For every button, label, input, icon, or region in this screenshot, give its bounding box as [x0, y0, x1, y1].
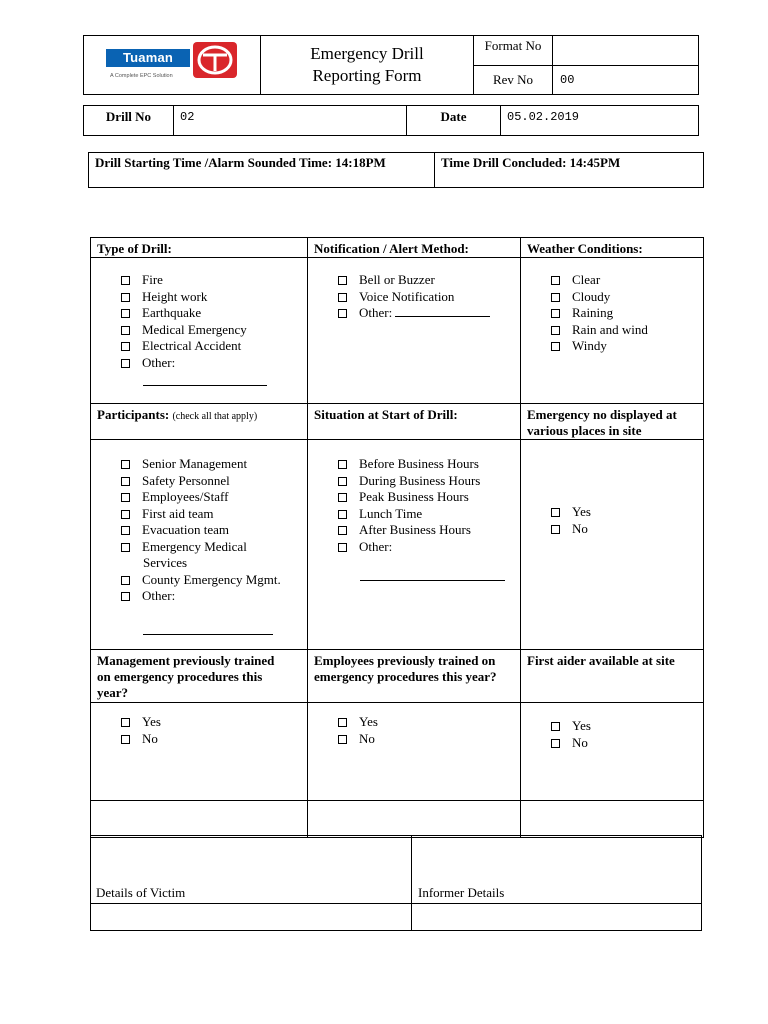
checkbox-icon[interactable]: [338, 510, 347, 519]
checkbox-icon[interactable]: [121, 718, 130, 727]
victim-informer-table: [90, 835, 702, 931]
form-header: [83, 35, 699, 95]
blank-cell-3[interactable]: [521, 801, 704, 838]
checkbox-other-participants[interactable]: Other:: [121, 588, 307, 605]
date-label: Date: [407, 106, 501, 136]
checkbox-first-aid-team[interactable]: First aid team: [121, 506, 307, 523]
checkbox-first-aider-yes[interactable]: Yes: [551, 718, 703, 735]
emergency-medical-continued: Services: [143, 555, 188, 570]
informer-details-label: Informer Details: [412, 836, 702, 904]
checkbox-icon[interactable]: [338, 735, 347, 744]
checkbox-electrical-accident[interactable]: Electrical Accident: [121, 338, 307, 355]
first-aider-heading: First aider available at site: [521, 650, 704, 703]
victim-details-label: Details of Victim: [91, 836, 412, 904]
checkbox-cloudy[interactable]: Cloudy: [551, 289, 703, 306]
checkbox-windy[interactable]: Windy: [551, 338, 703, 355]
checkbox-safety-personnel[interactable]: Safety Personnel: [121, 473, 307, 490]
checkbox-icon[interactable]: [338, 493, 347, 502]
checkbox-fire[interactable]: Fire: [121, 272, 307, 289]
management-trained-heading: Management previously trained on emergency procedures this year?: [91, 650, 308, 703]
checkbox-emergency-medical[interactable]: Emergency Medical: [121, 539, 307, 556]
logo-cell: [84, 36, 261, 95]
checkbox-icon[interactable]: [551, 276, 560, 285]
checkbox-other-notification[interactable]: Other:: [338, 305, 520, 322]
checkbox-senior-management[interactable]: Senior Management: [121, 456, 307, 473]
checkbox-after-business-hours[interactable]: After Business Hours: [338, 522, 520, 539]
checkbox-raining[interactable]: Raining: [551, 305, 703, 322]
checkbox-icon[interactable]: [338, 477, 347, 486]
checkbox-icon[interactable]: [121, 592, 130, 601]
drill-time-table: [88, 152, 704, 188]
checkbox-icon[interactable]: [551, 722, 560, 731]
checkbox-voice-notification[interactable]: Voice Notification: [338, 289, 520, 306]
checkbox-icon[interactable]: [551, 326, 560, 335]
rev-no-label: Rev No: [474, 65, 553, 95]
checkbox-management-no[interactable]: No: [121, 731, 307, 748]
employees-trained-options: [308, 703, 521, 801]
checkbox-icon[interactable]: [551, 739, 560, 748]
checkbox-icon[interactable]: [551, 342, 560, 351]
checkbox-rain-wind[interactable]: Rain and wind: [551, 322, 703, 339]
checkbox-medical-emergency[interactable]: Medical Emergency: [121, 322, 307, 339]
checkbox-icon[interactable]: [338, 526, 347, 535]
checkbox-icon[interactable]: [121, 576, 130, 585]
checkbox-bell-buzzer[interactable]: Bell or Buzzer: [338, 272, 520, 289]
type-of-drill-heading: Type of Drill:: [91, 238, 308, 258]
company-logo-icon: [192, 41, 238, 79]
checkbox-evacuation-team[interactable]: Evacuation team: [121, 522, 307, 539]
checkbox-emergency-no-yes[interactable]: Yes: [551, 504, 703, 521]
checkbox-height-work[interactable]: Height work: [121, 289, 307, 306]
type-of-drill-options: [91, 258, 308, 404]
checkbox-icon[interactable]: [338, 276, 347, 285]
other-participants-line[interactable]: [121, 605, 307, 640]
checkbox-emergency-no-no[interactable]: No: [551, 521, 703, 538]
participants-note: (check all that apply): [172, 411, 258, 422]
checkbox-clear[interactable]: Clear: [551, 272, 703, 289]
format-no-label: Format No: [474, 36, 553, 66]
checkbox-other-situation[interactable]: Other:: [338, 539, 520, 556]
form-title-line1: Emergency Drill: [310, 44, 424, 63]
employees-trained-heading: Employees previously trained on emergency procedures this year?: [308, 650, 521, 703]
checkbox-icon[interactable]: [121, 493, 130, 502]
notification-options: [308, 258, 521, 404]
checkbox-icon[interactable]: [551, 508, 560, 517]
checkbox-first-aider-no[interactable]: No: [551, 735, 703, 752]
drill-details-table: [90, 237, 704, 838]
checkbox-icon[interactable]: [121, 526, 130, 535]
checkbox-icon[interactable]: [338, 293, 347, 302]
checkbox-icon[interactable]: [338, 718, 347, 727]
emergency-no-options: [521, 440, 704, 650]
checkbox-icon[interactable]: [551, 525, 560, 534]
checkbox-management-yes[interactable]: Yes: [121, 714, 307, 731]
other-drill-line[interactable]: [121, 371, 307, 391]
date-field[interactable]: 05.02.2019: [501, 106, 699, 136]
checkbox-icon[interactable]: [121, 510, 130, 519]
checkbox-lunch-time[interactable]: Lunch Time: [338, 506, 520, 523]
checkbox-icon[interactable]: [121, 543, 130, 552]
weather-heading: Weather Conditions:: [521, 238, 704, 258]
checkbox-employees-yes[interactable]: Yes: [338, 714, 520, 731]
checkbox-icon[interactable]: [121, 276, 130, 285]
first-aider-options: [521, 703, 704, 801]
checkbox-during-business-hours[interactable]: During Business Hours: [338, 473, 520, 490]
checkbox-icon[interactable]: [551, 293, 560, 302]
situation-heading: Situation at Start of Drill:: [308, 404, 521, 440]
weather-options: [521, 258, 704, 404]
participants-heading: Participants: (check all that apply): [91, 404, 308, 440]
form-title-cell: [261, 36, 474, 95]
checkbox-employees-no[interactable]: No: [338, 731, 520, 748]
checkbox-icon[interactable]: [121, 309, 130, 318]
checkbox-earthquake[interactable]: Earthquake: [121, 305, 307, 322]
checkbox-icon[interactable]: [121, 477, 130, 486]
drill-info-table: [83, 105, 699, 136]
checkbox-icon[interactable]: [121, 359, 130, 368]
format-no-field[interactable]: [553, 36, 699, 66]
other-notification-line[interactable]: [395, 316, 490, 317]
informer-details-field[interactable]: [412, 904, 702, 931]
checkbox-icon[interactable]: [121, 326, 130, 335]
checkbox-before-business-hours[interactable]: Before Business Hours: [338, 456, 520, 473]
rev-no-field[interactable]: 00: [553, 65, 699, 95]
drill-no-label: Drill No: [84, 106, 174, 136]
other-situation-line[interactable]: [338, 555, 520, 586]
management-trained-options: [91, 703, 308, 801]
checkbox-employees-staff[interactable]: Employees/Staff: [121, 489, 307, 506]
drill-end-time[interactable]: Time Drill Concluded: 14:45PM: [435, 153, 704, 188]
checkbox-icon[interactable]: [338, 309, 347, 318]
company-logo-text: Tuaman: [106, 49, 190, 67]
checkbox-icon[interactable]: [121, 735, 130, 744]
checkbox-icon[interactable]: [338, 460, 347, 469]
emergency-no-heading: Emergency no displayed at various places in site: [521, 404, 704, 440]
victim-details-field[interactable]: [91, 904, 412, 931]
checkbox-peak-business-hours[interactable]: Peak Business Hours: [338, 489, 520, 506]
participants-options: [91, 440, 308, 650]
blank-cell-1[interactable]: [91, 801, 308, 838]
checkbox-icon[interactable]: [551, 309, 560, 318]
checkbox-county-emergency[interactable]: County Emergency Mgmt.: [121, 572, 307, 589]
checkbox-icon[interactable]: [338, 543, 347, 552]
drill-no-field[interactable]: 02: [174, 106, 407, 136]
checkbox-icon[interactable]: [121, 293, 130, 302]
notification-heading: Notification / Alert Method:: [308, 238, 521, 258]
drill-start-time[interactable]: Drill Starting Time /Alarm Sounded Time: 14:18PM: [89, 153, 435, 188]
company-tagline: A Complete EPC Solution: [110, 73, 173, 79]
checkbox-icon[interactable]: [121, 342, 130, 351]
form-title-line2: Reporting Form: [312, 66, 422, 85]
checkbox-icon[interactable]: [121, 460, 130, 469]
checkbox-other-drill[interactable]: Other:: [121, 355, 307, 372]
blank-cell-2[interactable]: [308, 801, 521, 838]
situation-options: [308, 440, 521, 650]
